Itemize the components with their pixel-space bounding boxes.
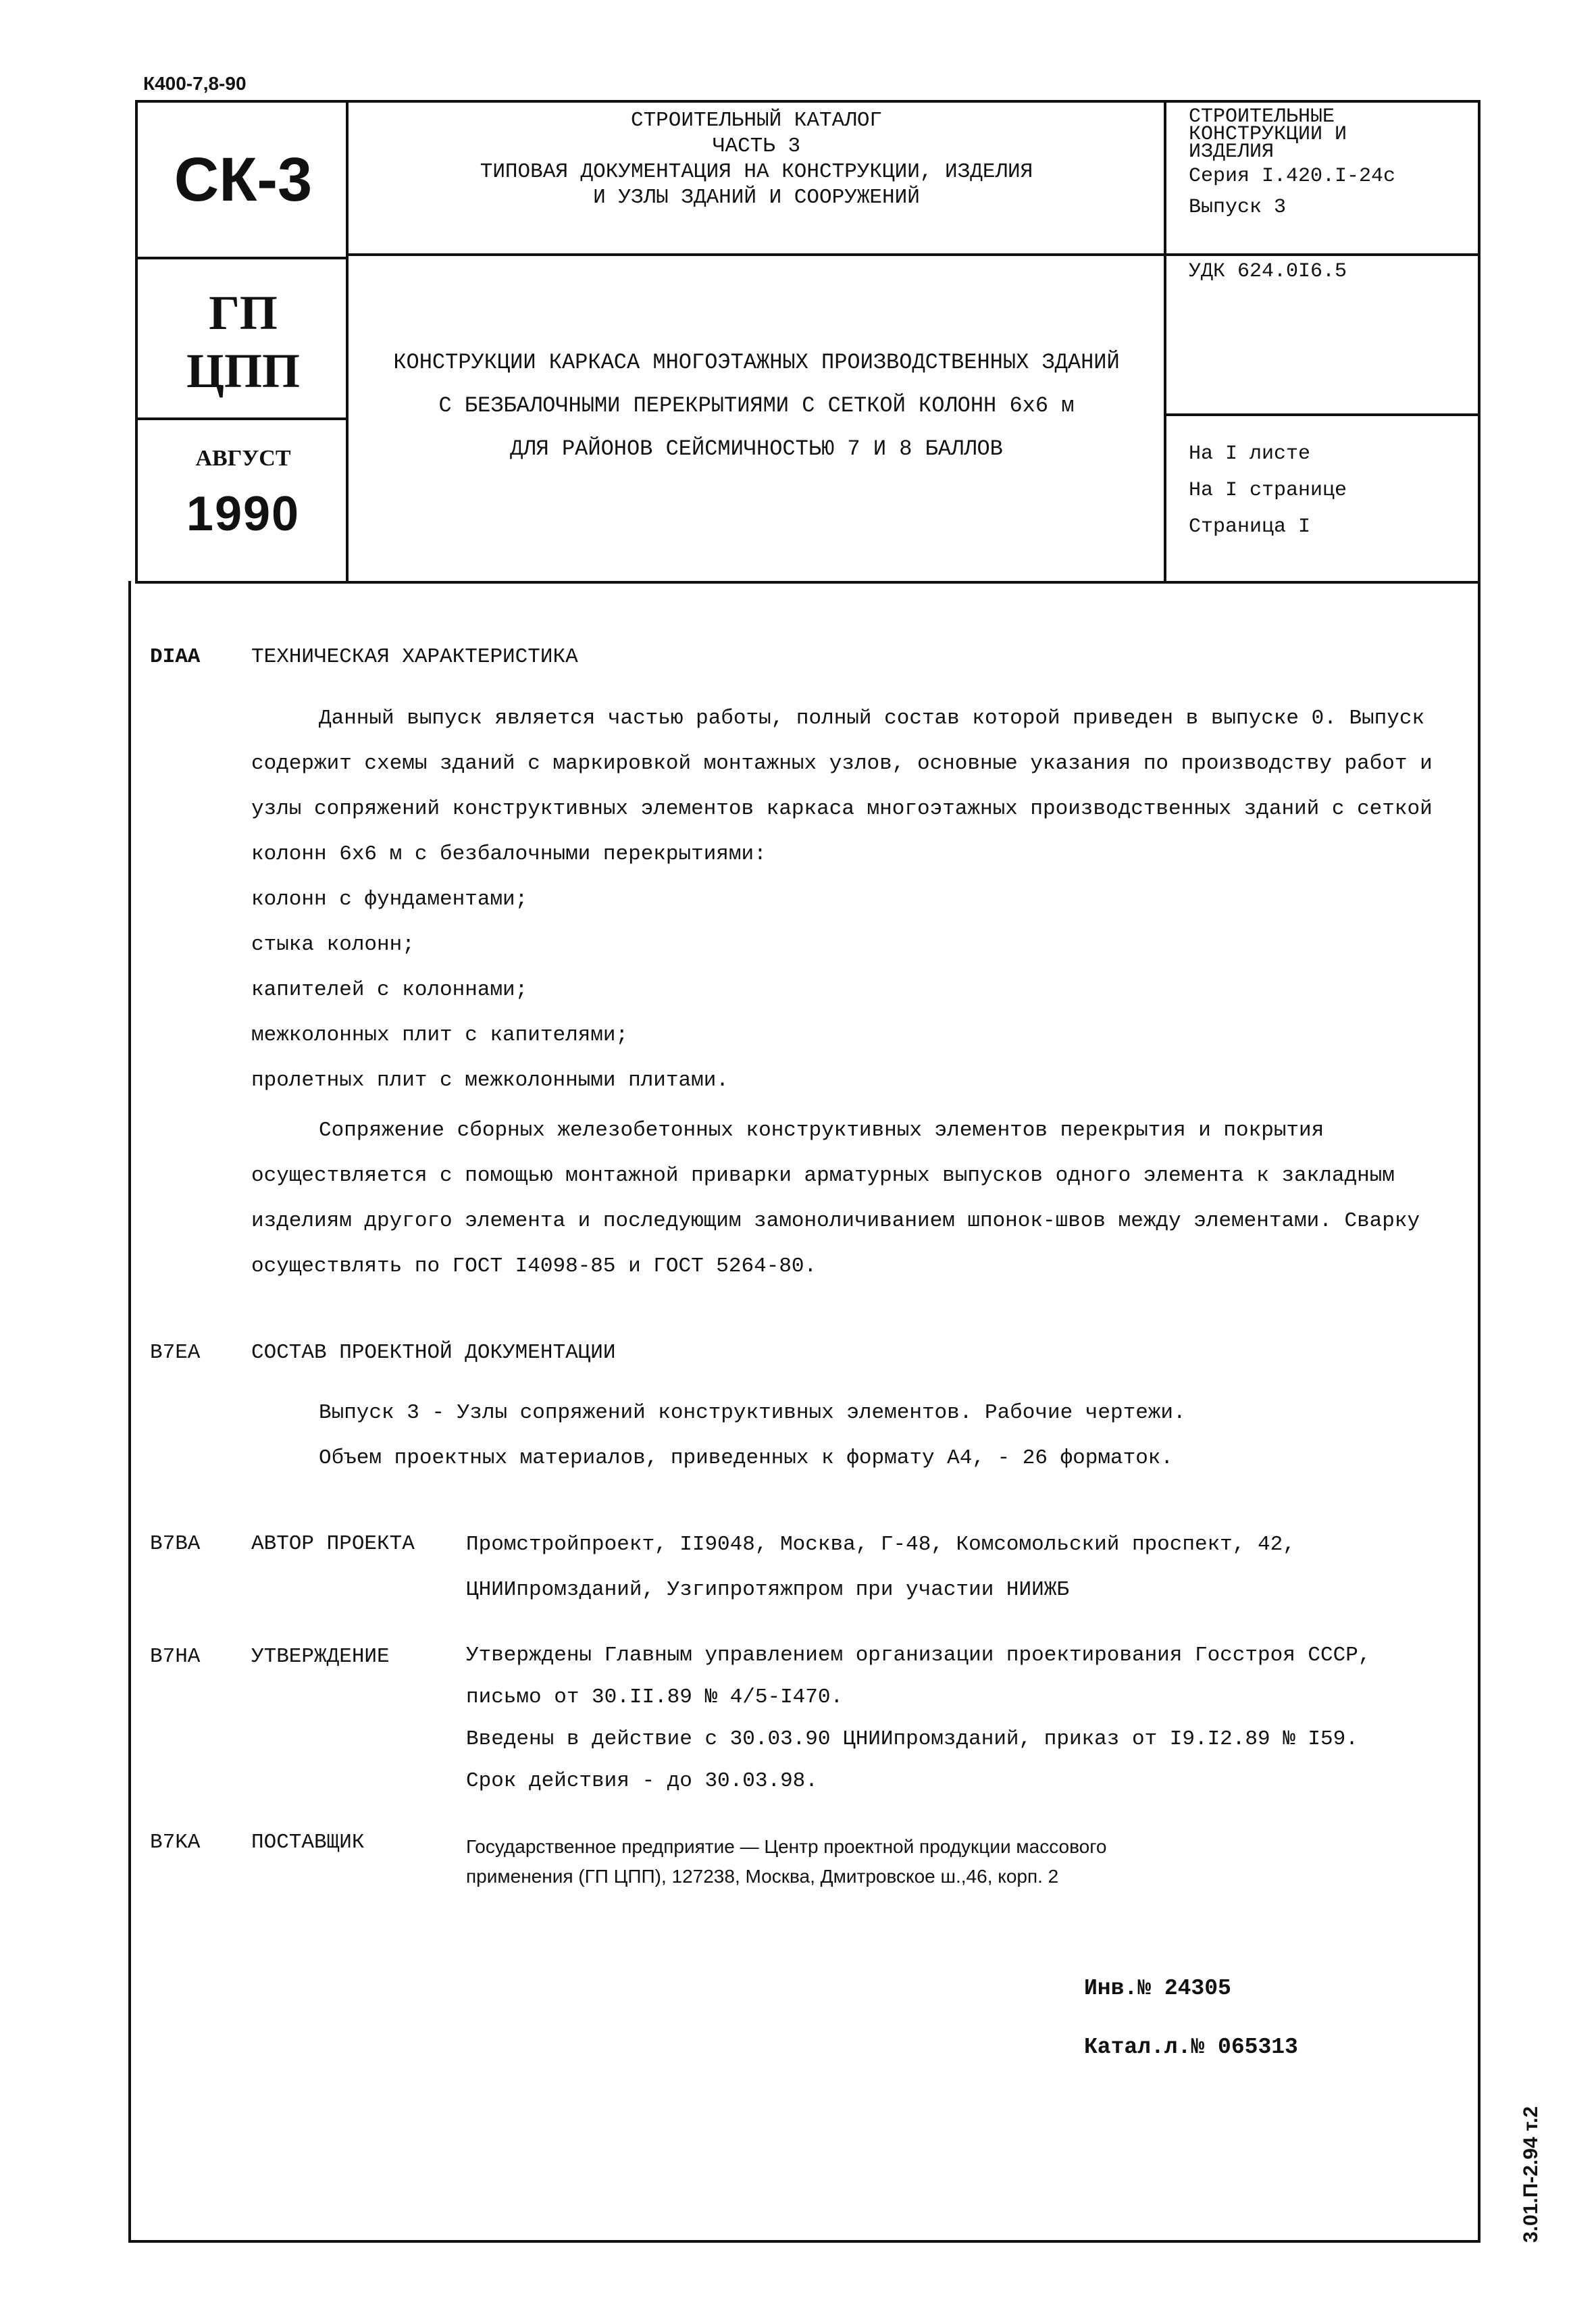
right-heading-line: ИЗДЕЛИЯ (1189, 141, 1275, 163)
divider-catalog-subject (347, 253, 1481, 256)
section-code-composition: B7EA (150, 1341, 201, 1365)
section-code-supplier: B7KA (150, 1831, 201, 1854)
section-title-composition: СОСТАВ ПРОЕКТНОЙ ДОКУМЕНТАЦИИ (251, 1341, 616, 1365)
author-line: ЦНИИпромзданий, Узгипротяжпром при участии НИИЖБ (466, 1578, 1069, 1602)
inventory-number: Инв.№ 24305 (1084, 1976, 1231, 2001)
sheet-info-line: На I листе (1189, 442, 1311, 465)
date-month: АВГУСТ (195, 446, 291, 471)
list-item: межколонных плит с капителями; (251, 1023, 629, 1047)
author-lines (466, 1522, 1295, 1612)
list-item: колонн с фундаментами; (251, 888, 528, 911)
catalog-line: ЧАСТЬ 3 (712, 134, 801, 158)
approval-line: письмо от 30.II.89 № 4/5-I470. (466, 1685, 844, 1709)
subject-title (351, 341, 1162, 471)
supplier-line: Государственное предприятие — Центр проектной продукции массового (466, 1836, 1107, 1857)
section-title-approval: УТВЕРЖДЕНИЕ (251, 1645, 390, 1669)
composition-lines (319, 1390, 1186, 1481)
sheet-info-line: На I странице (1189, 479, 1347, 502)
section-title-author: АВТОР ПРОЕКТА (251, 1532, 415, 1556)
list-item: капителей с колоннами; (251, 978, 528, 1002)
catalog-code-sk3: СК-3 (174, 145, 313, 214)
tech-items-list (251, 877, 729, 1103)
list-item: стыка колонн; (251, 933, 415, 957)
list-item: пролетных плит с межколонными плитами. (251, 1069, 729, 1092)
supplier-lines (466, 1832, 1106, 1891)
tech-intro-paragraph: Данный выпуск является частью работы, полный состав которой приведен в выпуске 0. Выпуск содержит схемы зданий с маркировкой монтажных узлов, основные указания по производству работ и узлы сопряжений конструктивных элементов каркаса многоэтажных производственных зданий с сеткой колонн 6х6 м с безбалочными перекрытиями: (251, 707, 1433, 866)
issue-number: Выпуск 3 (1189, 196, 1287, 219)
approval-line: Срок действия - до 30.03.98. (466, 1769, 818, 1793)
sheet-info (1189, 436, 1347, 545)
catalog-line: СТРОИТЕЛЬНЫЙ КАТАЛОГ (630, 109, 883, 132)
catalog-sheet-number: Катал.л.№ 065313 (1084, 2035, 1298, 2060)
section-code-author: B7BA (150, 1532, 201, 1556)
approval-line: Введены в действие с 30.03.90 ЦНИИпромзданий, приказ от I9.I2.89 № I59. (466, 1727, 1358, 1751)
approval-lines (466, 1635, 1370, 1802)
document-code: К400-7,8-90 (143, 73, 247, 94)
section-title-supplier: ПОСТАВЩИК (251, 1831, 365, 1854)
date-year: 1990 (186, 487, 301, 541)
publisher-gp: ГП (209, 286, 278, 340)
subject-line: С БЕЗБАЛОЧНЫМИ ПЕРЕКРЫТИЯМИ С СЕТКОЙ КОЛОНН 6х6 м (438, 393, 1075, 418)
right-heading-line: СТРОИТЕЛЬНЫЕ (1189, 105, 1335, 128)
composition-line: Выпуск 3 - Узлы сопряжений конструктивных элементов. Рабочие чертежи. (319, 1401, 1186, 1425)
section-code-approval: B7HA (150, 1645, 201, 1669)
date-block (138, 419, 348, 584)
publisher-block (138, 258, 348, 419)
catalog-line: ТИПОВАЯ ДОКУМЕНТАЦИЯ НА КОНСТРУКЦИИ, ИЗДЕЛИЯ (480, 160, 1033, 184)
tech-conclusion-paragraph: Сопряжение сборных железобетонных конструктивных элементов перекрытия и покрытия осуществляется с помощью монтажной приварки арматурных выпусков одного элемента к закладным изделиям другого элемента и последующим замоноличиванием шпонок-швов между элементами. Сварку осуществлять по ГОСТ I4098-85 и ГОСТ 5264-80. (251, 1119, 1420, 1278)
right-heading-line: КОНСТРУКЦИИ И (1189, 123, 1347, 146)
series-block (1189, 105, 1396, 223)
subject-line: КОНСТРУКЦИИ КАРКАСА МНОГОЭТАЖНЫХ ПРОИЗВОДСТВЕННЫХ ЗДАНИЙ (393, 350, 1120, 375)
divider-right-column (1164, 100, 1166, 584)
composition-line: Объем проектных материалов, приведенных к формату А4, - 26 форматок. (319, 1446, 1174, 1470)
side-code: 3.01.П-2.94 т.2 (1520, 2106, 1542, 2243)
author-line: Промстройпроект, II9048, Москва, Г-48, Комсомольский проспект, 42, (466, 1533, 1295, 1556)
publisher-cpp: ЦПП (186, 344, 300, 398)
subject-line: ДЛЯ РАЙОНОВ СЕЙСМИЧНОСТЬЮ 7 И 8 БАЛЛОВ (510, 436, 1003, 461)
udk-code: УДК 624.0I6.5 (1189, 260, 1347, 283)
section-title-tech: ТЕХНИЧЕСКАЯ ХАРАКТЕРИСТИКА (251, 645, 578, 669)
divider-udk-sheet (1164, 413, 1481, 416)
catalog-title (351, 108, 1162, 211)
approval-line: Утверждены Главным управлением организации проектирования Госстроя СССР, (466, 1644, 1371, 1667)
sheet-info-line: Страница I (1189, 515, 1311, 538)
section-code-tech: DIAA (150, 645, 201, 669)
catalog-line: И УЗЛЫ ЗДАНИЙ И СООРУЖЕНИЙ (593, 186, 920, 209)
series-number: Серия I.420.I-24с (1189, 165, 1396, 188)
supplier-line: применения (ГП ЦПП), 127238, Москва, Дмитровское ш.,46, корп. 2 (466, 1866, 1059, 1887)
